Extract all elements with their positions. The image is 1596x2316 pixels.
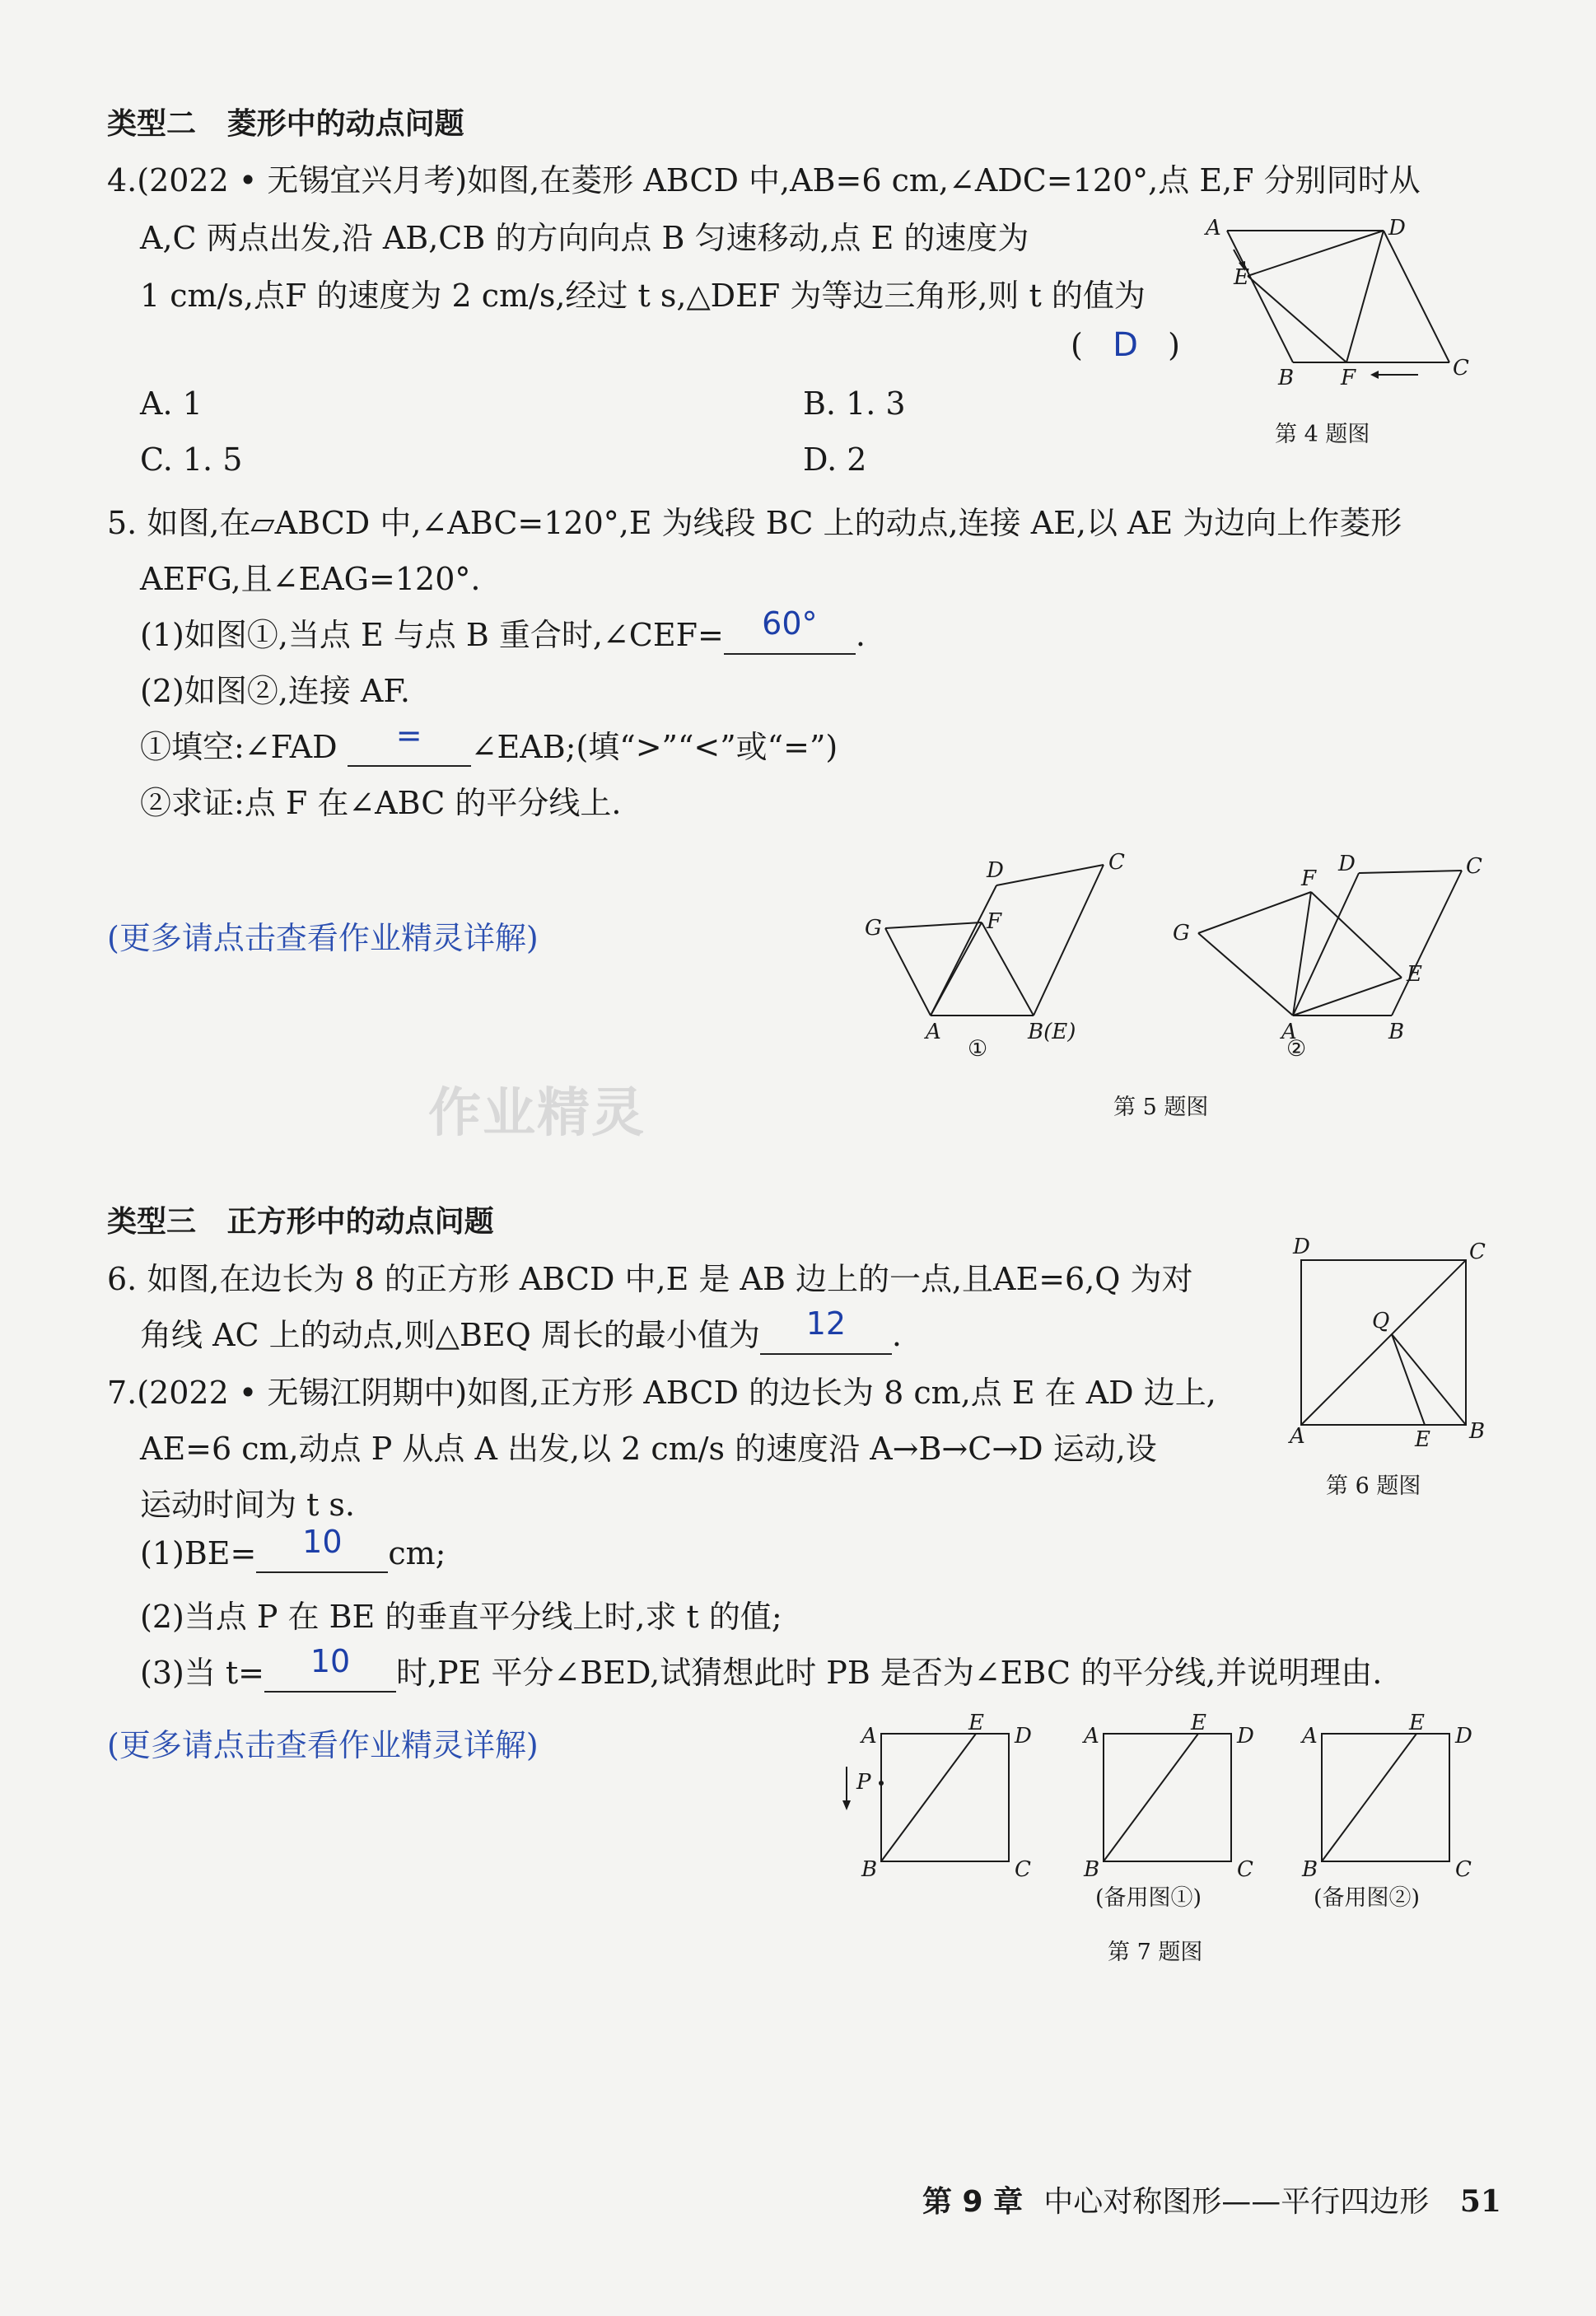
q7-part1-answer-blank (256, 1524, 388, 1573)
q4-figure (1202, 210, 1482, 399)
q4-edge-de (1248, 231, 1384, 276)
q6-answer: 12 (805, 1305, 847, 1342)
q5-part2a-answer-blank (348, 717, 471, 767)
q4-answer-bracket (1071, 326, 1180, 364)
svg-text:E: E (1415, 1427, 1430, 1452)
section-2-label: 类型二 (107, 107, 197, 141)
svg-text:C: C (1455, 1857, 1472, 1878)
q5f1-fb (982, 922, 1034, 1016)
q5-part2a-suffix: ∠EAB;(填“>”“<”或“=”) (470, 729, 838, 765)
section-2-heading (107, 100, 464, 142)
q5f1-gf (885, 922, 982, 928)
section-2-title: 菱形中的动点问题 (226, 107, 464, 141)
q6-line2 (140, 1305, 902, 1355)
q5-part2a-prefix: ①填空:∠FAD (140, 729, 338, 765)
q4-line3: 1 cm/s,点F 的速度为 2 cm/s,经过 t s,△DEF 为等边三角形,则 t 的值为 (140, 278, 1146, 314)
q5f2-dc (1359, 871, 1462, 873)
q5f2-gf (1198, 892, 1311, 933)
q5-figure-2-label: ② (1286, 1036, 1307, 1062)
q5-more-link[interactable]: (更多请点击查看作业精灵详解) (107, 920, 539, 956)
q7-main-square (881, 1734, 1009, 1861)
q4-edge-fd (1346, 231, 1384, 362)
q4-edge-ef (1248, 276, 1346, 362)
section-3-title: 正方形中的动点问题 (226, 1205, 494, 1239)
q4-line1: 4.(2022 • 无锡宜兴月考)如图,在菱形 ABCD 中,AB=6 cm,∠ADC=120°,点 E,F 分别同时从 (107, 162, 1421, 198)
q7-main-be (881, 1734, 976, 1861)
svg-text:D: D (987, 858, 1004, 883)
svg-text:Q: Q (1372, 1309, 1390, 1333)
q7-spare2-label: (备用图②) (1314, 1885, 1421, 1911)
svg-text:A: A (1084, 1724, 1099, 1749)
q5-part1-answer: 60° (762, 605, 818, 642)
svg-text:E: E (1407, 962, 1422, 987)
svg-text:C: C (1108, 850, 1125, 875)
svg-text:C: C (1237, 1857, 1253, 1878)
q5-part1-suffix: . (855, 617, 866, 653)
svg-text:C: C (1469, 1240, 1486, 1264)
svg-text:D: D (1388, 216, 1406, 240)
q6-qe (1392, 1334, 1425, 1425)
q7-figures (832, 1713, 1515, 1878)
q7-part3-prefix: (3)当 t= (140, 1655, 265, 1691)
svg-text:B: B (1302, 1857, 1318, 1878)
q6-line2-prefix: 角线 AC 上的动点,则△BEQ 周长的最小值为 (140, 1317, 760, 1353)
q7-spare1-be (1104, 1734, 1198, 1861)
q5f2-cb (1392, 871, 1462, 1016)
q7-spare1-square (1104, 1734, 1231, 1861)
svg-text:A: A (1302, 1724, 1318, 1749)
q5-caption: 第 5 题图 (1113, 1095, 1209, 1120)
q7-part2: (2)当点 P 在 BE 的垂直平分线上时,求 t 的值; (140, 1599, 782, 1635)
svg-text:E: E (1234, 265, 1249, 290)
q4-option-a: A. 1 (140, 385, 203, 422)
watermark: 作业精灵 (428, 1083, 646, 1144)
svg-text:P: P (856, 1770, 871, 1795)
svg-text:E: E (968, 1713, 984, 1735)
svg-text:D: D (1293, 1235, 1310, 1259)
q6-figure (1276, 1235, 1491, 1458)
svg-text:C: C (1453, 356, 1469, 381)
q5-figure-1-label: ① (968, 1036, 988, 1062)
q6-diagonal-ac (1301, 1260, 1466, 1425)
q6-caption: 第 6 题图 (1326, 1473, 1421, 1499)
q7-part1 (140, 1524, 446, 1573)
q4-answer: D (1113, 326, 1138, 364)
q5-part1 (140, 605, 866, 655)
q7-more-link[interactable]: (更多请点击查看作业精灵详解) (107, 1727, 539, 1763)
svg-text:C: C (1015, 1857, 1031, 1878)
q5f1-af (931, 922, 982, 1016)
q5-line1: 5. 如图,在▱ABCD 中,∠ABC=120°,E 为线段 BC 上的动点,连接 AE,以 AE 为边向上作菱形 (107, 505, 1402, 541)
svg-text:A: A (861, 1724, 877, 1749)
q4-option-d: D. 2 (803, 441, 867, 478)
svg-text:F: F (987, 909, 1002, 934)
q5f1-ag (885, 928, 931, 1016)
q5-part2a (140, 717, 838, 767)
q7-part3-answer: 10 (310, 1643, 351, 1679)
svg-text:D: D (1455, 1724, 1472, 1749)
q5f2-ea (1293, 978, 1402, 1016)
q7-spare2-be (1322, 1734, 1416, 1861)
q5-line2: AEFG,且∠EAG=120°. (140, 561, 481, 597)
svg-text:D: D (1015, 1724, 1032, 1749)
q7-part3-suffix: 时,PE 平分∠BED,试猜想此时 PB 是否为∠EBC 的平分线,并说明理由. (396, 1655, 1383, 1691)
q7-part1-prefix: (1)BE= (140, 1535, 257, 1571)
svg-text:F: F (1341, 366, 1356, 390)
svg-text:G: G (1173, 921, 1190, 946)
q5f1-cb (1034, 865, 1104, 1016)
q7-p-arrowhead (842, 1800, 851, 1810)
q5-part2b: ②求证:点 F 在∠ABC 的平分线上. (140, 785, 622, 821)
svg-text:F: F (1301, 866, 1317, 891)
q7-spare1-label: (备用图①) (1095, 1885, 1202, 1911)
q4-option-b: B. 1. 3 (803, 385, 906, 422)
q4-edge-ba (1227, 231, 1293, 362)
footer-chapter: 第 9 章 (922, 2185, 1024, 2219)
page-footer (922, 2178, 1501, 2220)
svg-text:B: B (1278, 366, 1295, 390)
svg-text:C: C (1466, 854, 1482, 879)
svg-text:B: B (861, 1857, 878, 1878)
svg-text:B: B (1084, 1857, 1100, 1878)
q5f2-ag (1198, 933, 1293, 1016)
q4-option-c: C. 1. 5 (140, 441, 243, 478)
q6-line2-suffix: . (891, 1317, 902, 1353)
q7-line2: AE=6 cm,动点 P 从点 A 出发,以 2 cm/s 的速度沿 A→B→C→D 运动,设 (140, 1431, 1157, 1467)
svg-text:A: A (1290, 1424, 1305, 1449)
q5-part2a-answer: = (395, 717, 422, 754)
q7-part1-answer: 10 (302, 1524, 343, 1560)
q5-part1-prefix: (1)如图①,当点 E 与点 B 重合时,∠CEF= (140, 617, 724, 653)
q5-figure-1 (856, 836, 1153, 1050)
q5-part1-answer-blank (724, 605, 856, 655)
q7-point-p (879, 1781, 884, 1786)
q4-bracket-left: ( (1071, 327, 1083, 363)
q4-edge-dc (1384, 231, 1449, 362)
q4-arrowhead-f (1370, 371, 1379, 379)
section-3-label: 类型三 (107, 1205, 197, 1239)
svg-text:D: D (1237, 1724, 1254, 1749)
q7-caption: 第 7 题图 (1108, 1940, 1203, 1965)
q6-qb (1392, 1334, 1466, 1425)
q4-line2: A,C 两点出发,沿 AB,CB 的方向向点 B 匀速移动,点 E 的速度为 (140, 220, 1029, 256)
svg-text:B(E): B(E) (1028, 1020, 1076, 1044)
q7-part1-suffix: cm; (388, 1535, 446, 1571)
svg-text:A: A (1281, 1020, 1297, 1044)
svg-text:A: A (1206, 216, 1221, 240)
page-number: 51 (1459, 2184, 1501, 2219)
q5-figure-2 (1161, 836, 1507, 1050)
q5-part2: (2)如图②,连接 AF. (140, 673, 410, 709)
q7-part3-answer-blank (264, 1643, 396, 1693)
svg-text:E: E (1191, 1713, 1206, 1735)
q7-line1: 7.(2022 • 无锡江阴期中)如图,正方形 ABCD 的边长为 8 cm,点 E 在 AD 边上, (107, 1375, 1216, 1411)
q7-line3: 运动时间为 t s. (140, 1487, 356, 1523)
q5f2-fe (1311, 892, 1402, 978)
q4-caption: 第 4 题图 (1275, 422, 1370, 447)
q4-bracket-right: ) (1168, 327, 1180, 363)
svg-text:D: D (1338, 852, 1356, 876)
svg-text:E: E (1409, 1713, 1425, 1735)
footer-title: 中心对称图形——平行四边形 (1043, 2185, 1430, 2219)
q6-line1: 6. 如图,在边长为 8 的正方形 ABCD 中,E 是 AB 边上的一点,且AE=6,Q 为对 (107, 1261, 1193, 1297)
q7-spare2-square (1322, 1734, 1449, 1861)
svg-text:G: G (865, 916, 882, 941)
svg-text:B: B (1469, 1419, 1486, 1444)
q5f1-dc (996, 865, 1104, 885)
q6-answer-blank (760, 1305, 892, 1355)
svg-text:A: A (926, 1020, 941, 1044)
svg-text:B: B (1388, 1020, 1405, 1044)
q7-part3 (140, 1643, 1383, 1693)
section-3-heading (107, 1198, 494, 1240)
